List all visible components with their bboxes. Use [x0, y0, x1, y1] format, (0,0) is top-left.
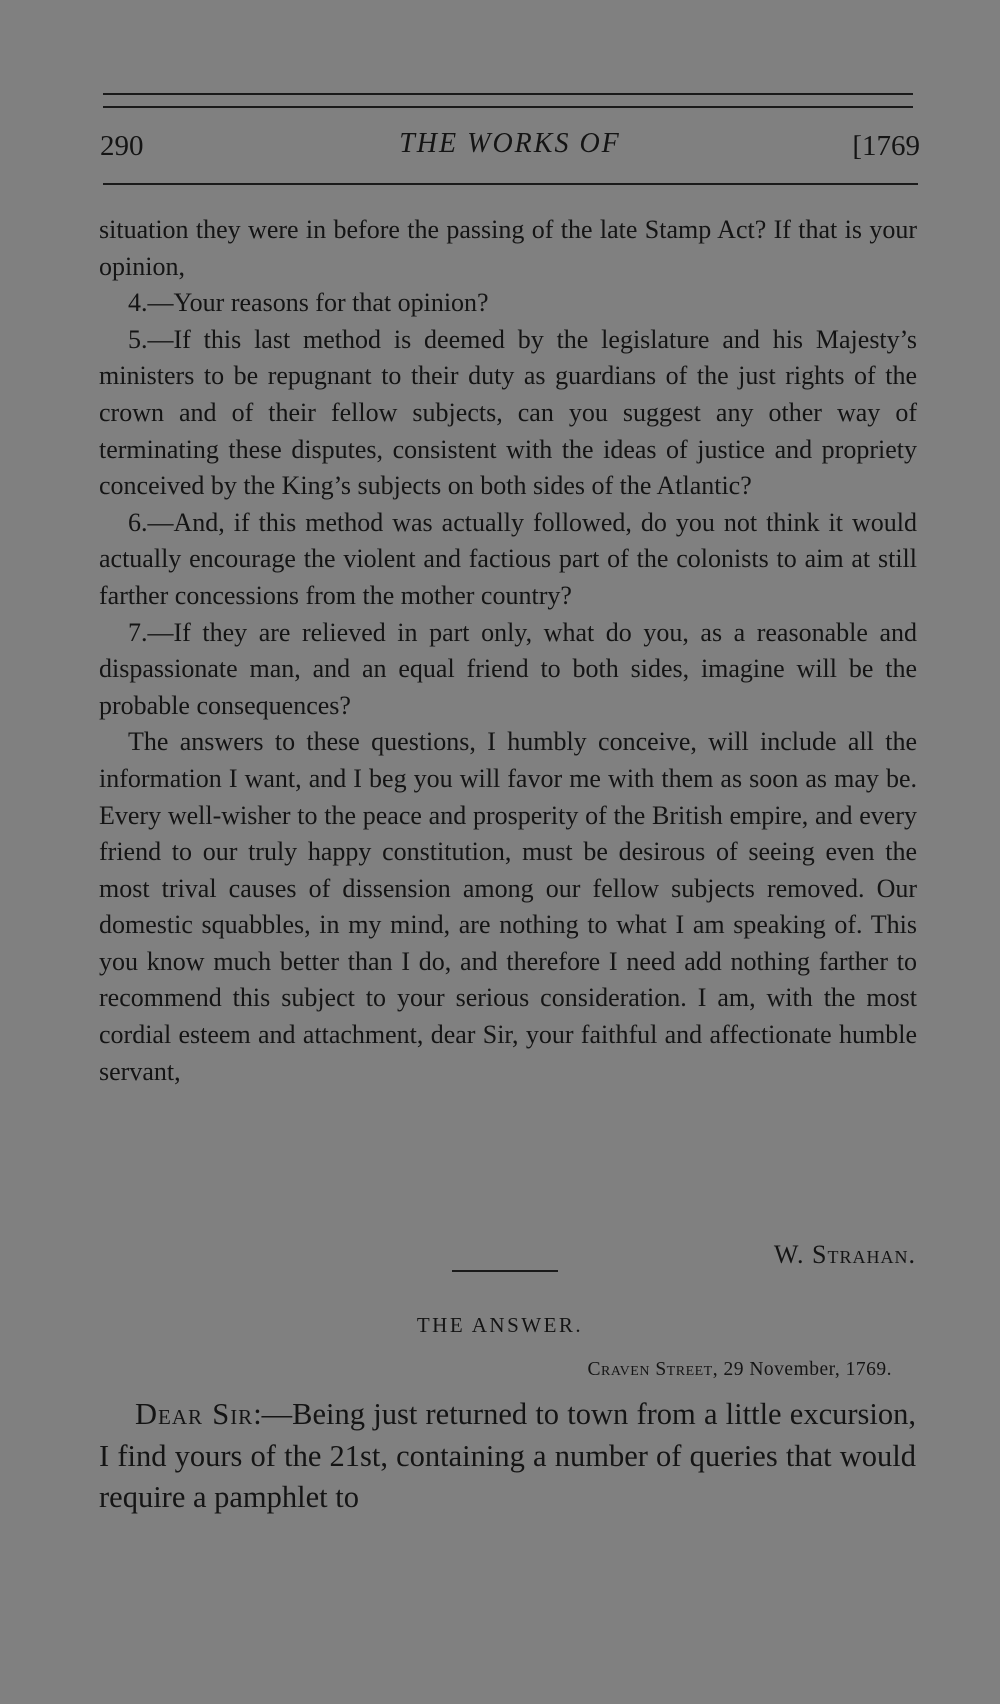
top-rule-upper: [103, 93, 913, 95]
section-divider: [452, 1270, 558, 1272]
running-title: THE WORKS OF: [399, 128, 621, 159]
paragraph-query-5: 5.—If this last method is deemed by the legislature and his Majesty’s ministers to be repugnant to their duty as guardians of the just rights of the crown and of their fellow subjects, can you suggest any other way of terminating these disputes, consistent with the ideas of justice and propriety conceived by the King’s subjects on both sides of the Atlantic?: [99, 324, 917, 501]
running-year: [1769: [852, 130, 920, 162]
signature: W. Strahan.: [773, 1240, 916, 1269]
letter-body: [99, 212, 917, 1090]
paragraph-continued: situation they were in before the passing of the late Stamp Act? If that is your opinion,: [99, 215, 917, 281]
page-number: 290: [100, 130, 144, 162]
header-rule: [103, 183, 918, 185]
paragraph-query-6: 6.—And, if this method was actually followed, do you not think it would actually encourage the violent and factious part of the colonists to aim at still farther concessions from the mother country?: [99, 507, 917, 610]
dateline-place: Craven Street,: [587, 1359, 719, 1380]
paragraph-closing: The answers to these questions, I humbly conceive, will include all the information I want, and I beg you will favor me with them as soon as may be. Every well-wisher to the peace and prosperity of the British empire, and every friend to our truly happy constitution, must be desirous of seeing even the most trival causes of dissension among our fellow subjects removed. Our domestic squabbles, in my mind, are nothing to what I am speaking of. This you know much better than I do, and therefore I need add nothing farther to recommend this subject to your serious consideration. I am, with the most cordial esteem and attachment, dear Sir, your faithful and affectionate humble servant,: [99, 727, 917, 1086]
paragraph-query-7: 7.—If they are relieved in part only, what do you, as a reasonable and dispassionate man, and an equal friend to both sides, imagine will be the probable consequences?: [99, 617, 917, 720]
running-head: [100, 128, 920, 168]
dateline: [588, 1359, 892, 1381]
dateline-date: 29 November, 1769.: [723, 1359, 892, 1380]
answer-letter: [99, 1394, 916, 1519]
paragraph-query-4: 4.—Your reasons for that opinion?: [128, 288, 489, 318]
salutation: Dear Sir: [135, 1397, 254, 1431]
answer-text: :—Being just returned to town from a little excursion, I find yours of the 21st, containing a number of queries that would require a pamphlet to: [99, 1397, 916, 1514]
answer-paragraph: [99, 1394, 916, 1519]
top-rule-lower: [103, 106, 913, 108]
answer-heading: THE ANSWER.: [416, 1313, 584, 1337]
